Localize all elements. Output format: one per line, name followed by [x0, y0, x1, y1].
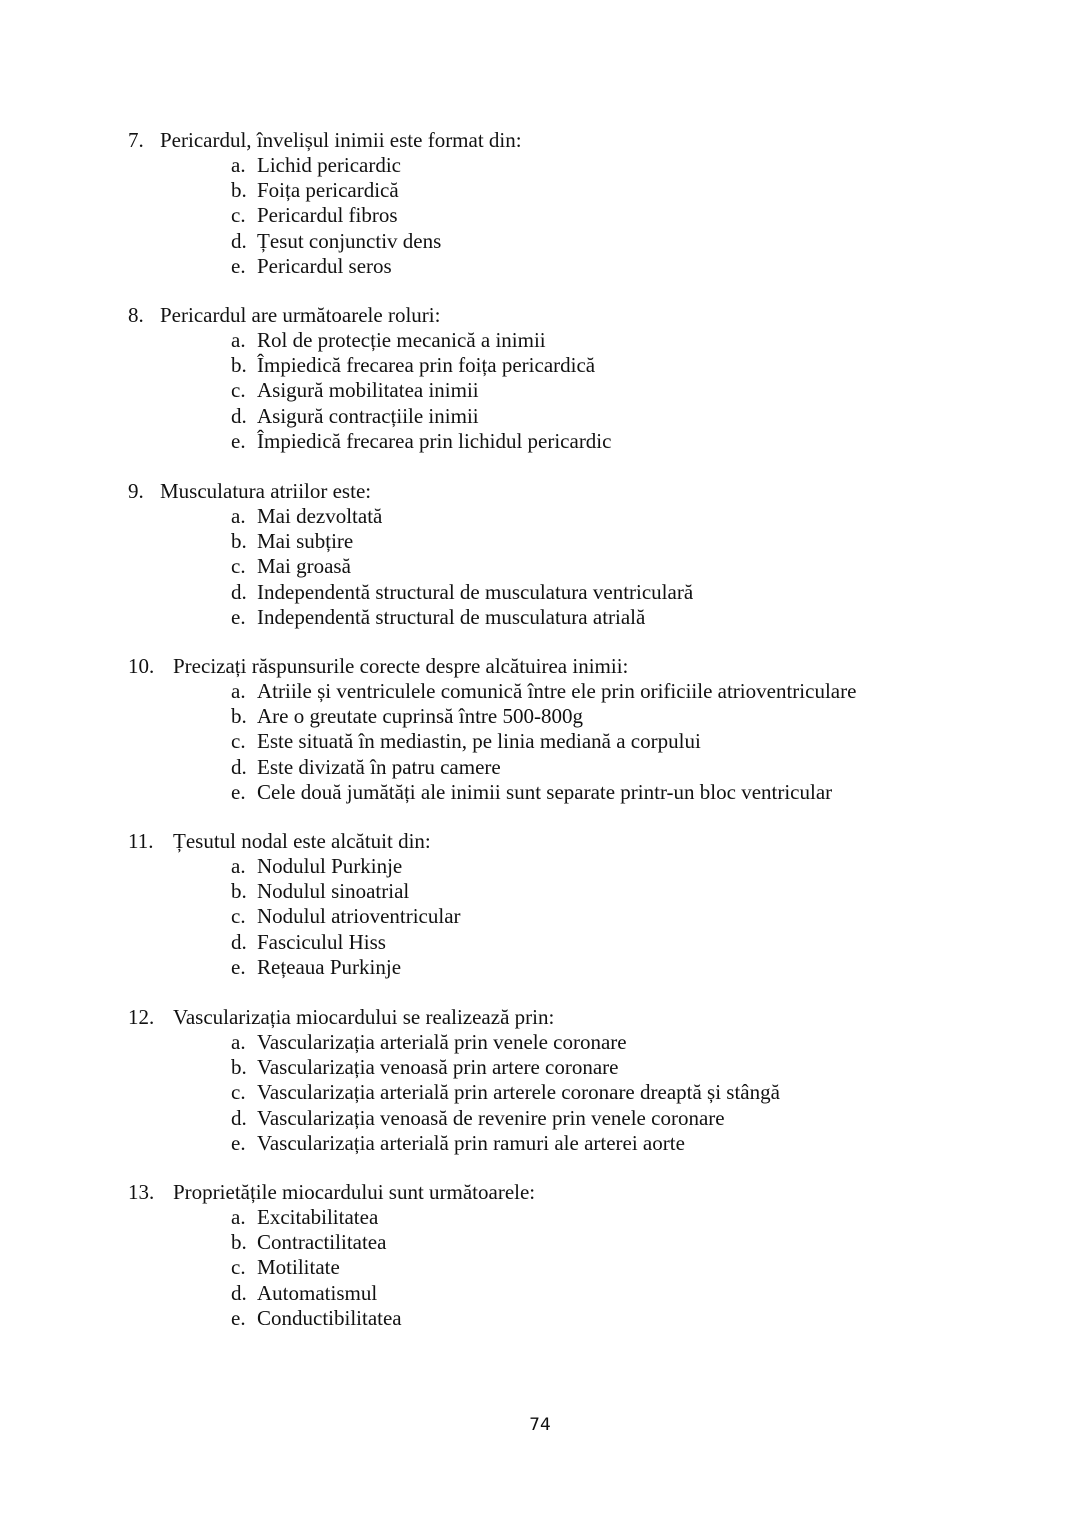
option-text: Rețeaua Purkinje: [257, 954, 402, 979]
question-text: Țesutul nodal este alcătuit din:: [173, 829, 431, 853]
question-stem: [0, 303, 1080, 328]
option-letter: d.: [231, 579, 247, 604]
question-12: [0, 1005, 1080, 1156]
option-letter: b.: [231, 1230, 247, 1255]
answer-option: [0, 328, 1080, 353]
option-letter: d.: [231, 929, 247, 954]
question-stem: [0, 829, 1080, 854]
option-text: Motilitate: [257, 1255, 340, 1280]
option-text: Independentă structural de musculatura atrială: [257, 604, 646, 629]
option-text: Este situată în mediastin, pe linia mediană a corpului: [257, 729, 701, 754]
option-text: Fasciculul Hiss: [257, 929, 386, 954]
answer-option: [0, 704, 1080, 729]
answer-option: [0, 1255, 1080, 1280]
option-letter: b.: [231, 1055, 247, 1080]
question-9: [0, 479, 1080, 630]
question-number: 13.: [128, 1180, 155, 1204]
option-text: Este divizată în patru camere: [257, 754, 501, 779]
question-text: Pericardul, învelișul inimii este format din:: [160, 128, 522, 152]
option-text: Vascularizația arterială prin arterele coronare dreaptă și stângă: [257, 1080, 780, 1105]
option-text: Vascularizația venoasă de revenire prin venele coronare: [257, 1105, 725, 1130]
option-letter: a.: [231, 854, 246, 878]
option-letter: c.: [231, 904, 246, 929]
question-number: 12.: [128, 1005, 155, 1029]
option-text: Vascularizația arterială prin ramuri ale arterei aorte: [257, 1130, 685, 1155]
question-text: Proprietățile miocardului sunt următoarele:: [173, 1180, 536, 1204]
option-text: Împiedică frecarea prin foița pericardică: [257, 353, 596, 378]
question-number: 7.: [128, 128, 144, 152]
option-letter: a.: [231, 1030, 246, 1054]
answer-option: [0, 679, 1080, 704]
question-number: 8.: [128, 303, 144, 327]
question-stem: [0, 654, 1080, 679]
option-letter: a.: [231, 1205, 246, 1229]
answer-option: [0, 1230, 1080, 1255]
answer-option: [0, 504, 1080, 529]
option-letter: c.: [231, 729, 246, 754]
question-text: Precizați răspunsurile corecte despre alcătuirea inimii:: [173, 654, 629, 678]
option-letter: d.: [231, 1280, 247, 1305]
answer-option: [0, 605, 1080, 630]
question-stem: [0, 1005, 1080, 1030]
answer-option: [0, 353, 1080, 378]
option-text: Nodulul atrioventricular: [257, 904, 461, 929]
answer-option: [0, 904, 1080, 929]
answer-option: [0, 879, 1080, 904]
option-letter: b.: [231, 178, 247, 203]
option-letter: d.: [231, 1105, 247, 1130]
answer-option: [0, 378, 1080, 403]
option-letter: c.: [231, 554, 246, 579]
option-text: Vascularizația arterială prin venele coronare: [257, 1030, 627, 1054]
option-text: Vascularizația venoasă prin artere coronare: [257, 1055, 619, 1080]
answer-option: [0, 1306, 1080, 1331]
option-letter: d.: [231, 403, 247, 428]
option-letter: c.: [231, 1255, 246, 1280]
question-number: 10.: [128, 654, 155, 678]
answer-option: [0, 955, 1080, 980]
option-letter: e.: [231, 779, 246, 804]
page-number: 74: [529, 1415, 551, 1435]
question-7: [0, 128, 1080, 279]
option-letter: d.: [231, 228, 247, 253]
option-text: Automatismul: [257, 1280, 378, 1305]
answer-option: [0, 1080, 1080, 1105]
option-text: Asigură mobilitatea inimii: [257, 378, 479, 403]
option-letter: a.: [231, 153, 246, 177]
question-stem: [0, 1180, 1080, 1205]
question-text: Musculatura atriilor este:: [160, 479, 372, 503]
option-text: Excitabilitatea: [257, 1205, 379, 1229]
option-letter: c.: [231, 378, 246, 403]
option-text: Mai groasă: [257, 554, 351, 579]
answer-option: [0, 529, 1080, 554]
option-text: Mai dezvoltată: [257, 504, 383, 528]
question-stem: [0, 479, 1080, 504]
option-letter: b.: [231, 353, 247, 378]
question-11: [0, 829, 1080, 980]
question-number: 9.: [128, 479, 144, 503]
answer-option: [0, 1281, 1080, 1306]
option-letter: e.: [231, 954, 246, 979]
answer-option: [0, 1055, 1080, 1080]
option-text: Rol de protecție mecanică a inimii: [257, 328, 546, 352]
option-text: Asigură contracțiile inimii: [257, 403, 479, 428]
answer-option: [0, 580, 1080, 605]
answer-option: [0, 930, 1080, 955]
answer-option: [0, 1131, 1080, 1156]
option-text: Mai subțire: [257, 529, 354, 554]
option-text: Independentă structural de musculatura ventriculară: [257, 579, 694, 604]
question-number: 11.: [128, 829, 154, 853]
answer-option: [0, 780, 1080, 805]
answer-option: [0, 404, 1080, 429]
answer-option: [0, 554, 1080, 579]
question-10: [0, 654, 1080, 805]
option-letter: e.: [231, 428, 246, 453]
option-letter: e.: [231, 604, 246, 629]
option-letter: b.: [231, 879, 247, 904]
option-text: Lichid pericardic: [257, 153, 402, 177]
question-stem: [0, 128, 1080, 153]
answer-option: [0, 854, 1080, 879]
question-8: [0, 303, 1080, 454]
option-text: Conductibilitatea: [257, 1305, 402, 1330]
option-letter: a.: [231, 679, 246, 703]
option-letter: c.: [231, 203, 246, 228]
option-text: Pericardul fibros: [257, 203, 398, 228]
option-text: Împiedică frecarea prin lichidul pericardic: [257, 428, 612, 453]
answer-option: [0, 1030, 1080, 1055]
answer-option: [0, 254, 1080, 279]
option-letter: e.: [231, 1130, 246, 1155]
option-text: Contractilitatea: [257, 1230, 387, 1255]
answer-option: [0, 229, 1080, 254]
option-text: Țesut conjunctiv dens: [257, 228, 442, 253]
option-letter: b.: [231, 529, 247, 554]
option-text: Nodulul Purkinje: [257, 854, 403, 878]
option-letter: a.: [231, 328, 246, 352]
option-letter: b.: [231, 704, 247, 729]
option-letter: e.: [231, 1305, 246, 1330]
option-letter: e.: [231, 253, 246, 278]
option-text: Cele două jumătăți ale inimii sunt separate printr-un bloc ventricular: [257, 779, 833, 804]
answer-option: [0, 755, 1080, 780]
option-text: Pericardul seros: [257, 253, 392, 278]
question-text: Pericardul are următoarele roluri:: [160, 303, 441, 327]
option-letter: c.: [231, 1080, 246, 1105]
answer-option: [0, 729, 1080, 754]
answer-option: [0, 153, 1080, 178]
option-letter: d.: [231, 754, 247, 779]
option-text: Atriile și ventriculele comunică între ele prin orificiile atrioventriculare: [257, 679, 857, 703]
answer-option: [0, 1205, 1080, 1230]
answer-option: [0, 429, 1080, 454]
question-13: [0, 1180, 1080, 1331]
question-text: Vascularizația miocardului se realizează prin:: [173, 1005, 555, 1029]
option-text: Nodulul sinoatrial: [257, 879, 410, 904]
option-letter: a.: [231, 504, 246, 528]
option-text: Are o greutate cuprinsă între 500-800g: [257, 704, 583, 729]
answer-option: [0, 1106, 1080, 1131]
option-text: Foița pericardică: [257, 178, 399, 203]
answer-option: [0, 178, 1080, 203]
answer-option: [0, 203, 1080, 228]
